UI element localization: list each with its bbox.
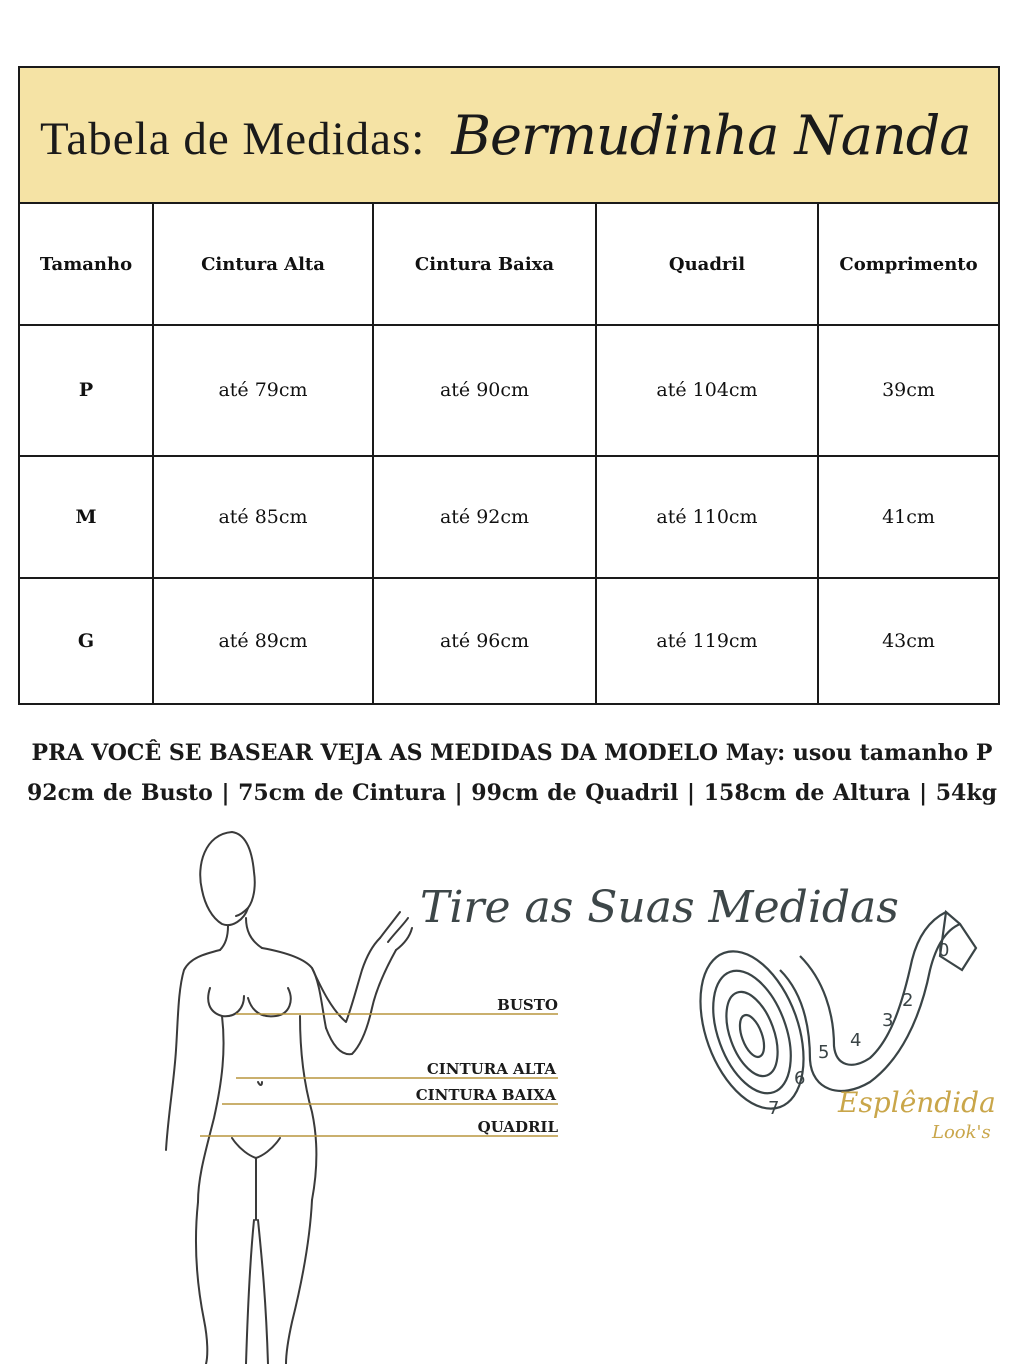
table-row [19,325,999,455]
table-cell: até 89cm [153,578,373,704]
model-measurements-text: 92cm de Busto | 75cm de Cintura | 99cm de Quadril | 158cm de Altura | 54kg [27,780,997,806]
tape-number: 4 [850,1030,862,1051]
column-header-comprimento: Comprimento [818,203,999,325]
table-cell: 41cm [818,456,999,578]
tape-number: 5 [818,1042,830,1063]
label-cintura-alta: CINTURA ALTA [426,1060,556,1078]
tape-number: 2 [902,990,914,1011]
table-cell: até 90cm [373,325,596,455]
table-row [19,578,999,704]
size-cell: G [19,578,153,704]
brand-logo-sub: Look's [932,1122,991,1143]
label-quadril: QUADRIL [477,1118,558,1136]
table-row [19,456,999,578]
tape-number: 6 [794,1068,806,1089]
table-cell: 43cm [818,578,999,704]
body-outline-icon [166,832,412,1364]
table-cell: até 79cm [153,325,373,455]
table-title-cell [19,67,999,203]
size-cell: M [19,456,153,578]
table-header-row [19,203,999,325]
tape-number: 3 [882,1010,894,1031]
table-cell: até 96cm [373,578,596,704]
column-header-cintura-baixa: Cintura Baixa [373,203,596,325]
tape-number: 7 [768,1098,780,1119]
measure-yourself-heading: Tire as Suas Medidas [420,882,899,933]
product-name: Bermudinha Nanda [451,103,971,167]
table-title: Tabela de Medidas: [40,112,426,165]
column-header-tamanho: Tamanho [19,203,153,325]
size-table [18,66,1000,705]
column-header-cintura-alta: Cintura Alta [153,203,373,325]
table-cell: até 119cm [596,578,818,704]
table-cell: até 104cm [596,325,818,455]
table-cell: até 92cm [373,456,596,578]
model-reference-text: PRA VOCÊ SE BASEAR VEJA AS MEDIDAS DA MODELO May: usou tamanho P [31,740,993,766]
size-cell: P [19,325,153,455]
table-cell: até 110cm [596,456,818,578]
table-cell: até 85cm [153,456,373,578]
column-header-quadril: Quadril [596,203,818,325]
measurement-illustration [0,820,1024,1364]
label-cintura-baixa: CINTURA BAIXA [415,1086,556,1104]
table-cell: 39cm [818,325,999,455]
label-busto: BUSTO [497,996,558,1014]
brand-logo-name: Esplêndida [838,1086,996,1119]
tape-number: 0 [938,940,950,961]
